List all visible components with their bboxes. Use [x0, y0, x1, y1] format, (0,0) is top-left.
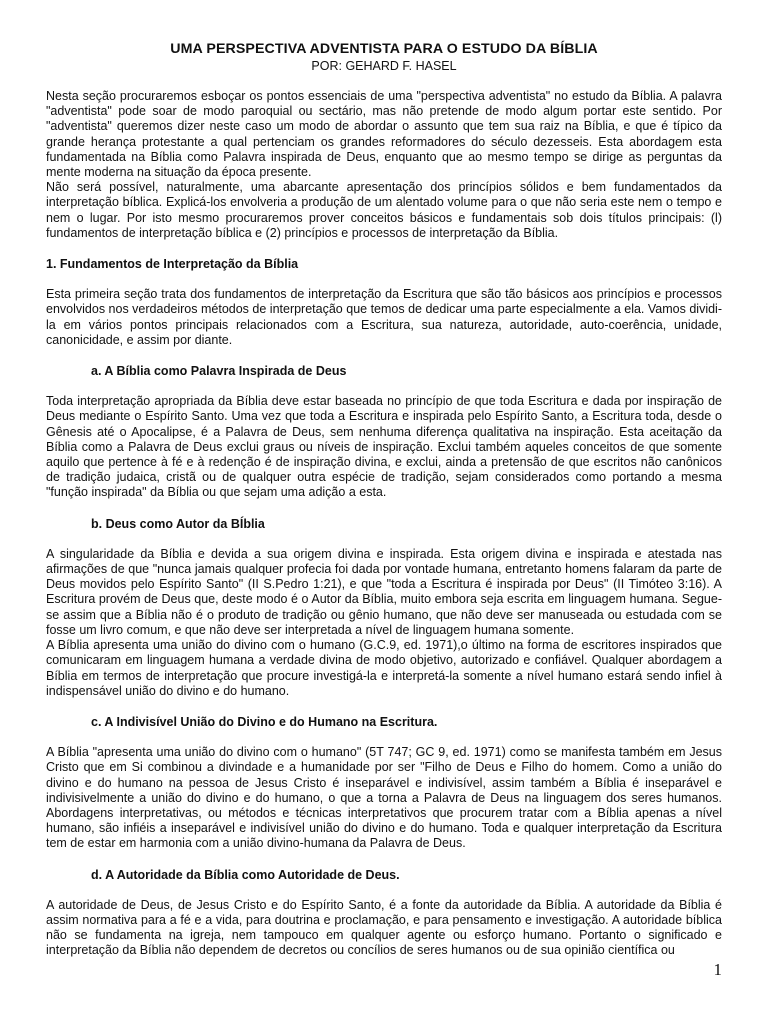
page-number: 1: [713, 960, 722, 979]
subsection-a-heading: a. A Bíblia como Palavra Inspirada de Deus: [91, 364, 347, 379]
subsection-d-paragraph: A autoridade de Deus, de Jesus Cristo e do Espírito Santo, é a fonte da autoridade da Bíblia. A autoridade da Bíblia é assim normativa para a fé e a vida, para doutrina e proclamação, e para pensamento e investigação. A autoridade bíblica não se fundamenta na igreja, nem tampouco em qualquer agente ou esforço humano. Portanto o significado e interpretação da Bíblia não dependem de decretos ou concílios de seres humanos ou de sua opinião científica ou: [46, 897, 722, 958]
intro-paragraph-1: Nesta seção procuraremos esboçar os pontos essenciais de uma "perspectiva adventista" no estudo da Bíblia. A palavra "adventista" pode soar de modo paroquial ou sectário, mas não pretende de modo algum portar este sentido. Por "adventista" queremos dizer neste caso um modo de abordar o assunto que tem sua raiz na Bíblia, e que é típico da grande herança protestante a qual pertenciam os grandes reformadores do século dezesseis. Esta abordagem esta fundamentada na Bíblia como Palavra inspirada de Deus, enquanto que ao mesmo tempo se dirige as perguntas da mente moderna na situação da época presente.: [46, 89, 722, 180]
subsection-a-paragraph: Toda interpretação apropriada da Bíblia deve estar baseada no princípio de que toda Escritura e dada por inspiração de Deus mediante o Espírito Santo. Uma vez que toda a Escritura e inspirada pelo Espírito Santo, a Escritura toda, desde o Gênesis até o Apocalipse, é a Palavra de Deus, sem nenhuma diferença qualitativa na inspiração. Esta aceitação da Bíblia como a Palavra de Deus exclui graus ou níveis de inspiração. Exclui também aqueles conceitos de que somente aquilo que pertence à fé e à redenção é de inspiração divina, e exclui, ainda a pretensão de que escritos não canônicos de tradição judaica, cristã ou de qualquer outra espécie de tradição, sejam considerados como portando a mesma "função inspirada" da Bíblia ou que sejam uma adição a esta.: [46, 394, 722, 500]
subsection-c-paragraph: A Bíblia "apresenta uma união do divino com o humano" (5T 747; GC 9, ed. 1971) como se manifesta também em Jesus Cristo que em Si combinou a divindade e a humanidade por ser "Filho de Deus e Filho do homem. Como a união do divino e do humano na pessoa de Jesus Cristo é inseparável e indivisível, assim também a Bíblia é inseparável e indivisivelmente a união do divino e do humano, o que a torna a Palavra de Deus na linguagem dos seres humanos. Abordagens interpretativas, ou métodos e técnicas interpretativos que procurem tratar com a Bíblia apenas a nível humano, são infiéis a inseparável e indivisível união do divino e do humano. Toda e qualquer interpretação da Escritura tem de estar em harmonia com a união divino-humana da Palavra de Deus.: [46, 745, 722, 851]
subsection-c-heading: c. A Indivisível União do Divino e do Humano na Escritura.: [91, 714, 438, 729]
subsection-b-heading: b. Deus como Autor da BÍblia: [91, 516, 265, 531]
document-page: [46, 40, 722, 959]
document-author: POR: GEHARD F. HASEL: [311, 59, 457, 73]
intro-paragraph-2: Não será possível, naturalmente, uma abarcante apresentação dos princípios sólidos e bem fundamentados da interpretação bíblica. Explicá-los envolveria a produção de um alentado volume para o que não seria este nem o tempo e nem o lugar. Por isto mesmo procuraremos prover conceitos básicos e fundamentais sob dois títulos principais: (l) fundamentos de interpretação bíblica e (2) princípios e processos de interpretação da Bíblia.: [46, 180, 722, 240]
subsection-b-paragraph-2: A Bíblia apresenta uma união do divino com o humano (G.C.9, ed. 1971),o último na forma de escritores inspirados que comunicaram em linguagem humana a verdade divina de modo objetivo, autorizado e confiável. Qualquer abordagem a Bíblia em termos de interpretação que procure investigá-la e interpretá-la somente a nível humano estará sendo infiel à indispensável união do divino e do humano.: [46, 638, 722, 698]
subsection-b-paragraph-1: A singularidade da Bíblia e devida a sua origem divina e inspirada. Esta origem divina e inspirada e atestada nas afirmações de que "nunca jamais qualquer profecia foi dada por vontade humana, entretanto homens falaram da parte de Deus movidos pelo Espírito Santo" (II S.Pedro 1:21), e que "toda a Escritura é inspirada por Deus" (II Timóteo 3:16). A Escritura provém de Deus que, deste modo é o Autor da Bíblia, muito embora seja escrita em linguagem humana. Segue-se assim que a Bíblia não é o produto de tradição ou gênio humano, que não deve ser manuseada ou estudada com se fosse um livro comum, e que não deve ser interpretada a nível de linguagem humana somente.: [46, 546, 722, 637]
document-title: UMA PERSPECTIVA ADVENTISTA PARA O ESTUDO DA BÍBLIA: [170, 41, 598, 57]
section-1-heading: 1. Fundamentos de Interpretação da Bíblia: [46, 257, 299, 272]
subsection-d-heading: d. A Autoridade da Bíblia como Autoridade de Deus.: [91, 867, 400, 882]
section-1-paragraph: Esta primeira seção trata dos fundamentos de interpretação da Escritura que são tão básicos aos princípios e processos envolvidos nos verdadeiros métodos de interpretação que temos de dedicar uma parte especialmente a ela. Vamos dividi-la em vários pontos principais relacionados com a Escritura, sua natureza, autoridade, auto-coerência, unidade, canonicidade, e assim por diante.: [46, 287, 722, 347]
